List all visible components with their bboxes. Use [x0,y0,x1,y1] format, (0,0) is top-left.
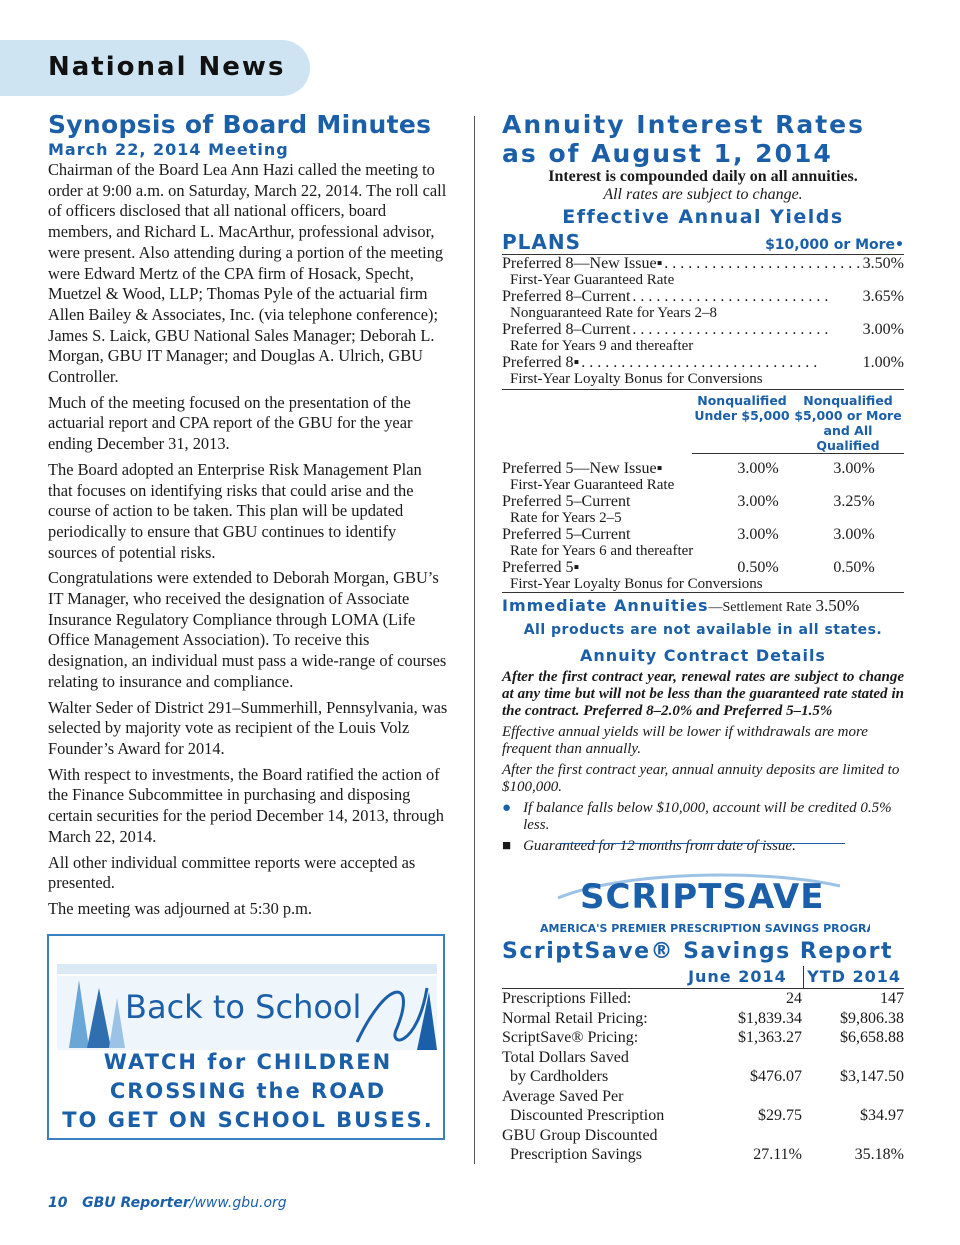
back-to-school-ad [47,934,445,1140]
p5-sub: First-Year Guaranteed Rate [510,477,675,493]
board-paragraph: All other individual committee reports were accepted as presented. [48,852,416,893]
page-footer [48,1195,287,1211]
p8-sub: First-Year Loyalty Bonus for Conversions [510,371,763,387]
p5-rate-a: 3.00% [737,526,779,543]
scriptsave-table [502,989,904,1165]
publication-name: GBU Reporter [82,1195,190,1211]
row-label: ScriptSave® Pricing: [502,1029,639,1046]
p5-name: Preferred 5▪ [502,559,580,576]
note-dot: If balance falls below $10,000, account will be credited 0.5% less. [523,800,892,833]
p5-rate-b: 0.50% [833,559,875,576]
row-june: $29.75 [758,1107,802,1124]
p5-name: Preferred 5—New Issue▪ [502,460,663,477]
p5-rate-b: 3.00% [833,526,875,543]
note-square: Guaranteed for 12 months from date of issue. [523,838,796,854]
annuity-rates-section [502,110,904,859]
logo-text: SCRIPTSAVE [580,877,825,917]
p5-rate-b: 3.00% [833,460,875,477]
p8-name: Preferred 8▪ [502,354,580,371]
immediate-label: Immediate Annuities [502,596,709,615]
p5-row [502,526,904,559]
p5-header [502,389,904,453]
ad-art-text: Back to School [125,988,362,1026]
row-label-2: Discounted Prescription [510,1107,665,1124]
row-june: 24 [786,990,802,1007]
details-bold: After the first contract year, renewal rates are subject to change at any time but will not be less than the guaranteed rate stated in the contract. Preferred 8–2.0% and Preferred 5–1.5% [502,669,904,719]
p8-rate: 3.00% [862,321,904,338]
board-paragraph: Walter Seder of District 291–Summerhill, Pennsylvania, was selected by majority vote as recipient of the Louis Volz Founder’s Award for 2014. [48,697,448,758]
details-yields: Effective annual yields will be lower if withdrawals are more frequent than annually. [502,724,868,757]
col-nq-more-3: and All Qualified [816,423,880,453]
p8-rate: 3.50% [862,255,904,272]
details-title: Annuity Contract Details [580,646,826,665]
note-square-row [502,838,904,855]
scriptsave-logo-svg [540,868,870,938]
p5-rate-b: 3.25% [833,493,875,510]
scriptsave-logo [540,868,870,943]
leader-dots: . . . . . . . . . . . . . . . . . . . . . . . . . [664,255,861,272]
p5-row [502,460,904,493]
leader-dots: . . . . . . . . . . . . . . . . . . . . . . . . . [632,321,829,338]
row-june: $476.07 [750,1068,802,1085]
p8-name: Preferred 8—New Issue▪ [502,255,663,272]
row-ytd: 147 [880,990,904,1007]
dot-bullet-icon: ● [502,800,512,816]
p5-name: Preferred 5–Current [502,493,631,510]
row-ytd: $9,806.38 [840,1009,904,1027]
logo-tagline: AMERICA'S PREMIER PRESCRIPTION SAVINGS PROGRAM [540,922,870,935]
annuity-title-2: as of August 1, 2014 [502,139,833,168]
table-row [502,1028,904,1048]
row-label-2: Prescription Savings [510,1146,642,1163]
ad-line-1: WATCH for CHILDREN [103,1050,393,1074]
board-paragraph: The Board adopted an Enterprise Risk Management Plan that focuses on identifying risks that could arise and the course of action to be taken. This plan will be updated periodically to ensure that GBU continues to identify sources of potential risks. [48,459,422,562]
section-title: National News [48,52,286,82]
col-nq-more-1: Nonqualified [803,393,893,408]
column-divider [474,116,475,1164]
p8-row [502,321,904,354]
row-june: $1,839.34 [738,1009,802,1027]
p5-rate-a: 0.50% [737,559,779,576]
details-deposits: After the first contract year, annual annuity deposits are limited to $100,000. [502,762,900,795]
p5-sub: First-Year Loyalty Bonus for Conversions [510,576,763,592]
board-paragraph: Chairman of the Board Lea Ann Hazi called the meeting to order at 9:00 a.m. on Saturday, March 22, 2014. The roll call of officers disclosed that all national officers, board members, and Richard L. MacArthur, professional advisor, were present. Also attending during a portion of the meeting were Edward Mertz of the CPA firm of Hosack, Specht, Muetzel & Wood, LLP; Thomas Pyle of the actuarial firm Allen Bailey & Associates, Inc. (via telephone conference); James S. Laick, GBU National Sales Manager; Deborah L. Morgan, GBU IT Manager; and Douglas A. Ulrich, GBU Controller. [48,160,447,387]
row-label: Total Dollars Saved [502,1048,629,1066]
row-label-2: by Cardholders [510,1068,609,1085]
back-to-school-illustration [57,958,437,1054]
row-label: Prescriptions Filled: [502,990,632,1007]
table-row [502,1087,904,1126]
square-bullet-icon: ■ [502,838,512,854]
ad-line-2: CROSSING the ROAD [109,1079,387,1103]
table-row [502,989,904,1009]
annuity-title-1: Annuity Interest Rates [502,110,865,139]
scriptsave-report [502,938,904,1165]
page-number: 10 [48,1195,68,1211]
row-label: GBU Group Discounted [502,1126,658,1144]
p8-row [502,354,904,387]
immediate-text: —Settlement Rate [708,600,812,615]
p8-name: Preferred 8–Current [502,321,631,338]
p5-row [502,493,904,526]
row-label: Normal Retail Pricing: [502,1009,648,1027]
scriptsave-header [502,966,904,989]
table-row [502,1009,904,1029]
board-paragraph: The meeting was adjourned at 5:30 p.m. [48,898,313,918]
p8-name: Preferred 8–Current [502,288,631,305]
site-url[interactable]: /www.gbu.org [189,1195,287,1211]
p8-rate: 1.00% [862,354,904,371]
board-paragraph: With respect to investments, the Board ratified the action of the Finance Subcommittee in purchasing and disposing certain securities for the period December 14, 2013, through March 22, 2014. [48,764,444,846]
p8-sub: First-Year Guaranteed Rate [510,272,675,288]
p5-sub: Rate for Years 6 and thereafter [510,543,694,559]
board-paragraph: Much of the meeting focused on the presentation of the actuarial report and CPA report of the GBU for the year ending December 31, 2013. [48,392,413,454]
p5-row [502,559,904,592]
col-nq-more-2: $5,000 or More [794,408,902,423]
ad-line-3: TO GET ON SCHOOL BUSES. [62,1108,434,1132]
board-subtitle: March 22, 2014 Meeting [48,140,289,159]
yields-title: Effective Annual Yields [562,206,844,228]
leader-dots: . . . . . . . . . . . . . . . . . . . . . . . . . [632,288,829,305]
p8-row [502,255,904,288]
row-ytd: $6,658.88 [840,1029,904,1046]
p8-sub: Nonguaranteed Rate for Years 2–8 [510,305,718,321]
board-title: Synopsis of Board Minutes [48,110,432,139]
row-label: Average Saved Per [502,1087,624,1105]
col-ytd: YTD 2014 [803,966,904,988]
tier-label: $10,000 or More• [765,237,904,253]
col-june: June 2014 [688,967,787,986]
p8-sub: Rate for Years 9 and thereafter [510,338,694,354]
board-minutes-article [48,110,448,925]
compounded-note: Interest is compounded daily on all annuities. [548,168,858,185]
note-dot-row [502,800,904,834]
col-nq-under-2: Under $5,000 [694,408,790,423]
leader-dots: . . . . . . . . . . . . . . . . . . . . . . . . . . . . . . [581,354,818,371]
p5-name: Preferred 5–Current [502,526,631,543]
p5-rate-a: 3.00% [737,493,779,510]
availability-note: All products are not available in all states. [523,622,883,638]
board-paragraph: Congratulations were extended to Deborah Morgan, GBU’s IT Manager, who received the designation of Associate Insurance Regulatory Compliance through LOMA (Life Office Management Association). To receive this designation, an individual must pass a wide-range of courses relating to insurance and compliance. [48,568,447,691]
p8-rate: 3.65% [862,288,904,305]
table-row [502,1126,904,1165]
table-row [502,1048,904,1087]
row-ytd: $3,147.50 [840,1068,904,1085]
subject-note: All rates are subject to change. [603,186,803,203]
scriptsave-title: ScriptSave® Savings Report [502,939,893,964]
row-june: $1,363.27 [738,1029,802,1046]
p8-row [502,288,904,321]
immediate-annuities [502,592,904,619]
row-june: 27.11% [753,1146,802,1163]
plans-label: PLANS [502,230,582,254]
p5-rate-a: 3.00% [737,460,779,477]
row-ytd: 35.18% [854,1146,904,1163]
row-ytd: $34.97 [860,1107,904,1124]
immediate-rate: 3.50% [815,596,860,615]
p5-sub: Rate for Years 2–5 [510,510,622,526]
col-nq-under-1: Nonqualified [697,393,787,408]
scriptsave-divider [560,843,845,844]
